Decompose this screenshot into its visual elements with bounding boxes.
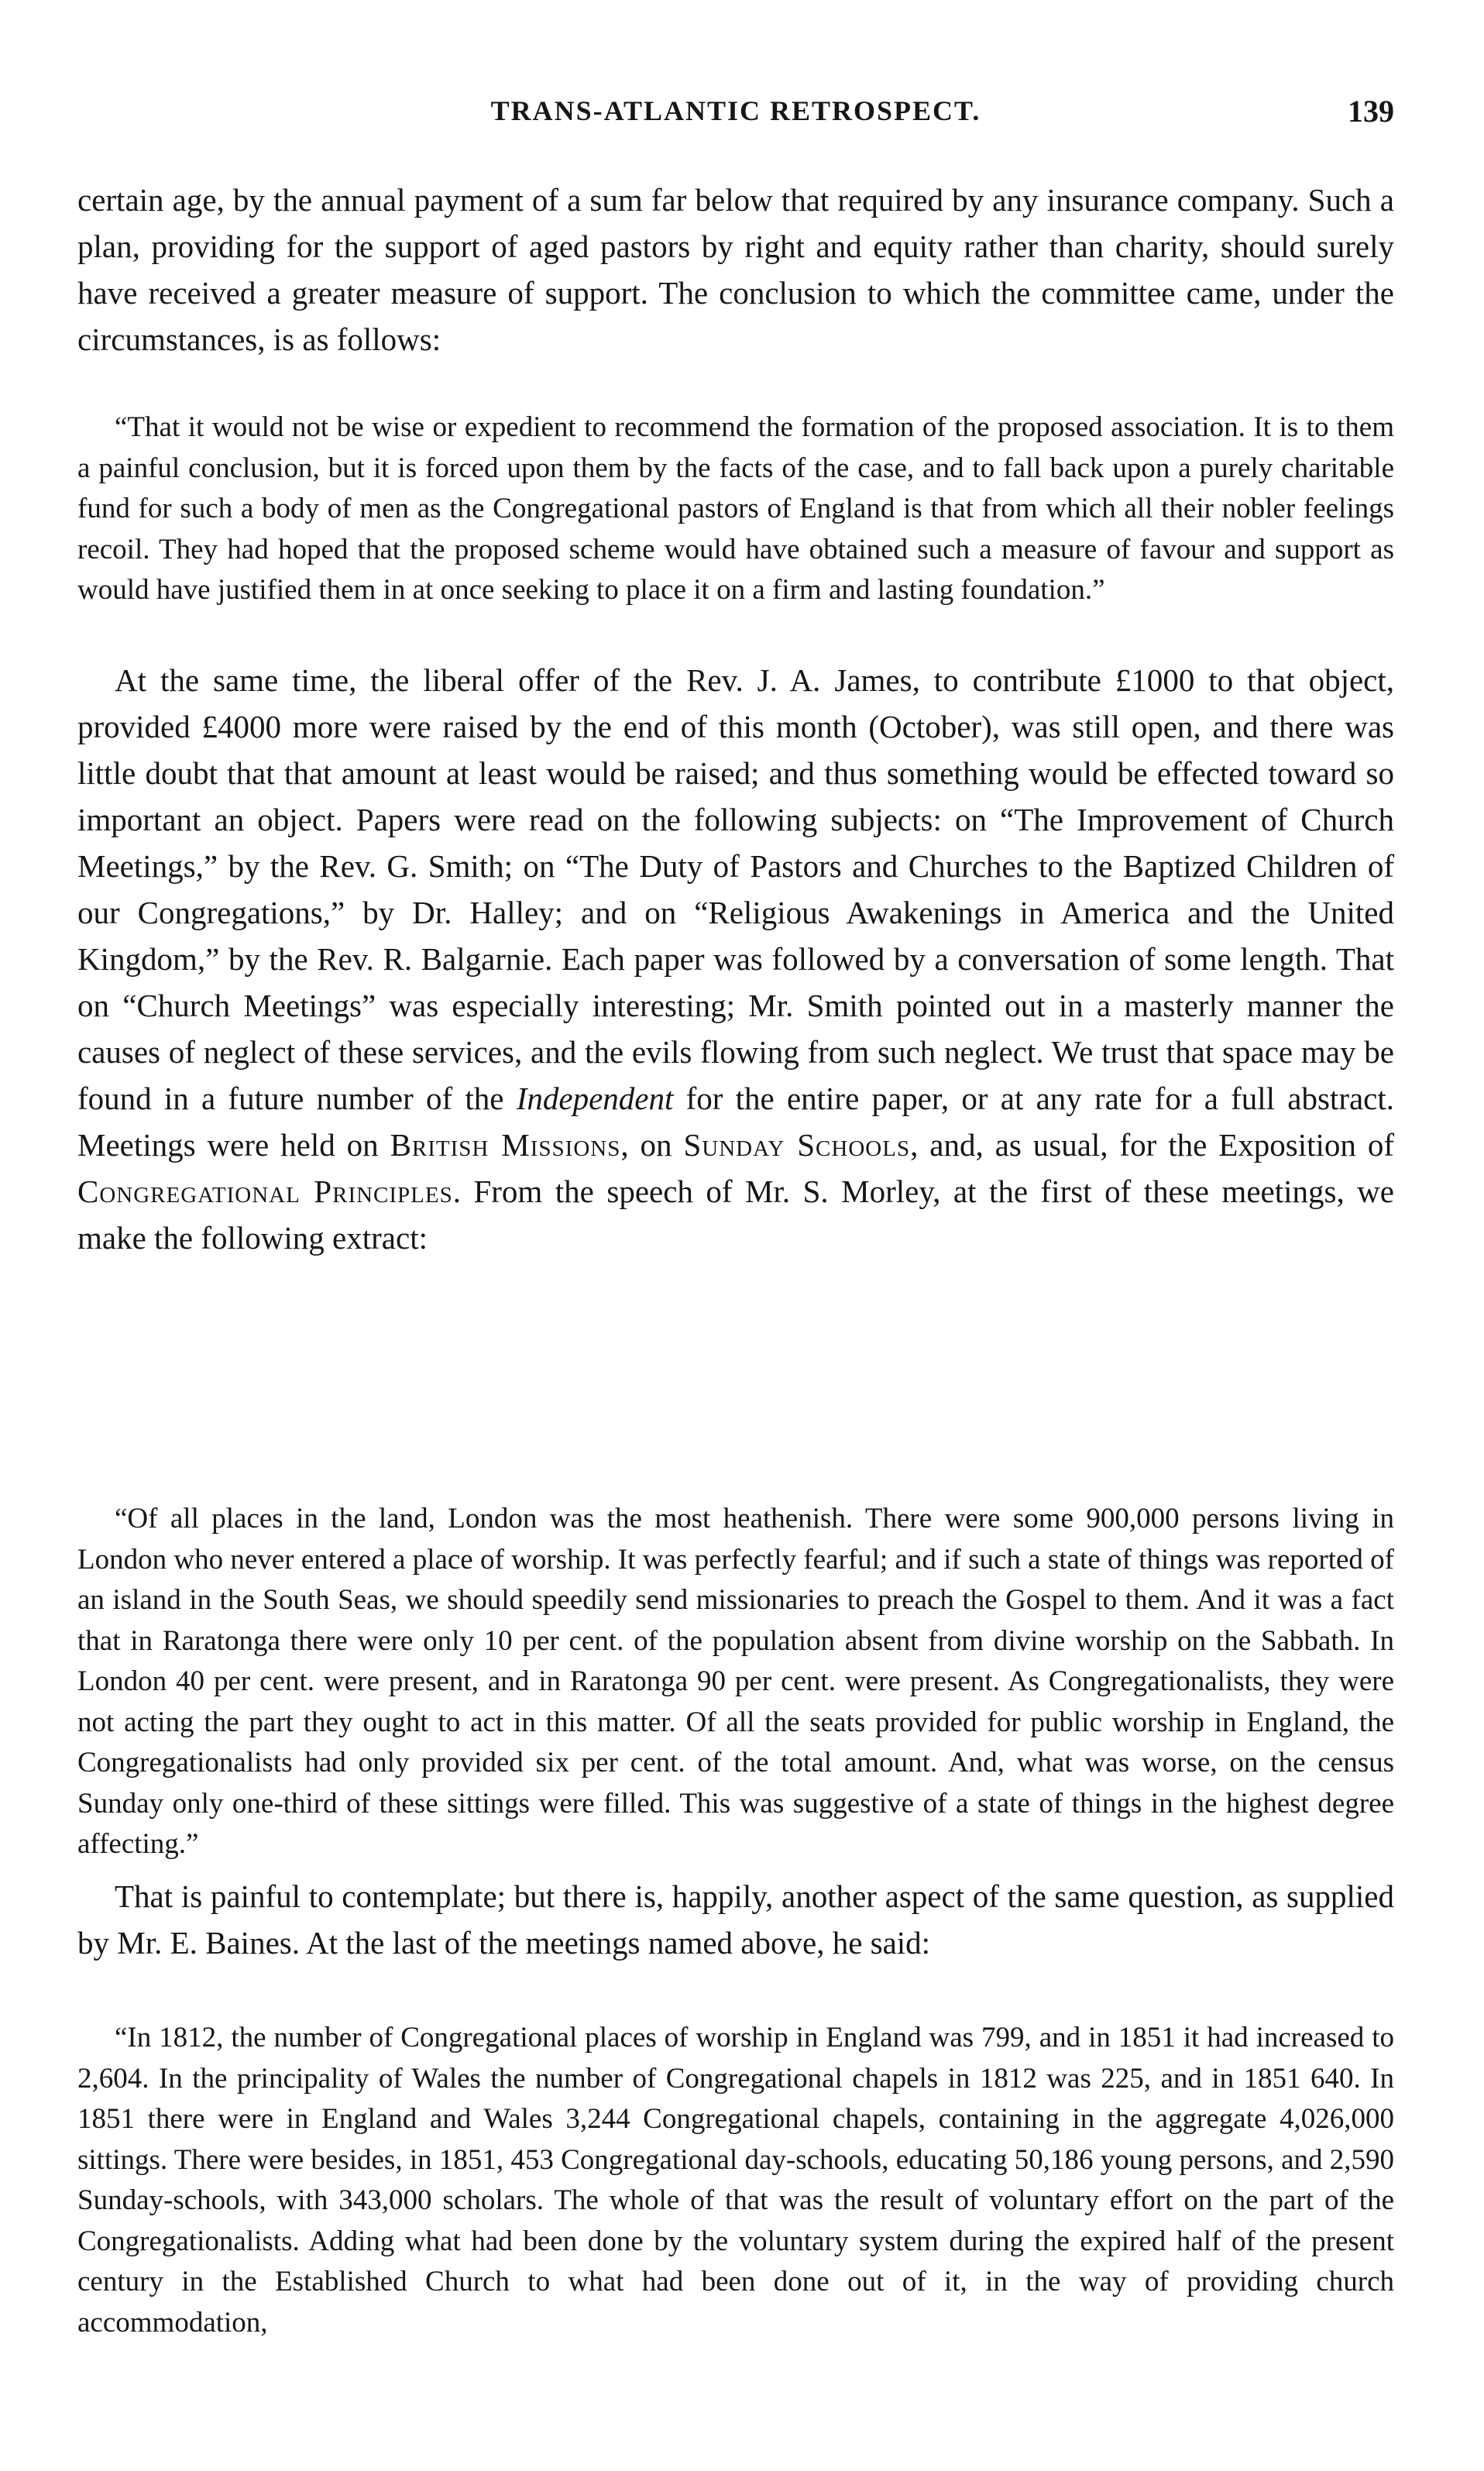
- paragraph-text: , and, as usual, for the Exposition of: [910, 1127, 1394, 1163]
- quote-committee-conclusion: “That it would not be wise or expedient to recommend the formation of the proposed association. It is to them a painful conclusion, but it is forced upon them by the facts of the case, and to fall back upon a purely charitable fund for such a body of men as the Congregational pastors of England is that from which all their nobler feelings recoil. They had hoped that the proposed scheme would have obtained such a measure of favour and support as would have justified them in at once seeking to place it on a firm and lasting foundation.”: [77, 411, 1394, 606]
- paragraph-text: . From the speech of Mr. S. Morley, at the first of these meetings, we make the following extract:: [77, 1174, 1394, 1256]
- paragraph-baines-intro: That is painful to contemplate; but there is, happily, another aspect of the same question, as supplied by Mr. E. Baines. At the last of the meetings named above, he said:: [77, 1878, 1394, 1961]
- paragraph-pension-scheme: certain age, by the annual payment of a sum far below that required by any insurance company. Such a plan, providing for the support of aged pastors by right and equity rather than charity, should surely have received a greater measure of support. The conclusion to which the committee came, under the circumstances, is as follows:: [77, 182, 1394, 357]
- page-number: 139: [1348, 94, 1394, 129]
- paragraph-text: At the same time, the liberal offer of the Rev. J. A. James, to contribute £1000 to that object, provided £4000 more were raised by the end of this month (October), was still open, and there was little doubt that that amount at least would be raised; and thus something would be effected toward so important an object. Papers were read on the following subjects: on “The Improvement of Church Meetings,” by the Rev. G. Smith; on “The Duty of Pastors and Churches to the Baptized Children of our Congregations,” by Dr. Halley; and on “Religious Awakenings in America and the United Kingdom,” by the Rev. R. Balgarnie. Each paper was followed by a conversation of some length. That on “Church Meetings” was especially interesting; Mr. Smith pointed out in a masterly manner the causes of neglect of these services, and the evils flowing from such neglect. We trust that space may be found in a future number of the: [77, 662, 1394, 1116]
- quote-baines-statistics: “In 1812, the number of Congregational places of worship in England was 799, and in 1851 it had increased to 2,604. In the principality of Wales the number of Congregational chapels in 1812 was 225, and in 1851 640. In 1851 there were in England and Wales 3,244 Congregational chapels, containing in the aggregate 4,026,000 sittings. There were besides, in 1851, 453 Congregational day-schools, educating 50,186 young persons, and 2,590 Sunday-schools, with 343,000 scholars. The whole of that was the result of voluntary effort on the part of the Congregationalists. Adding what had been done by the voluntary system during the expired half of the present century in the Established Church to what had been done out of it, in the way of providing church accommodation,: [77, 2022, 1394, 2339]
- paragraph-meetings: [77, 657, 1394, 1261]
- paragraph-text: for the entire paper, or at any rate for a full abstract. Meetings were held on: [77, 1081, 1395, 1163]
- running-title: TRANS-ATLANTIC RETROSPECT.: [490, 95, 981, 126]
- meeting-sunday-schools: Sunday Schools: [683, 1127, 911, 1163]
- meeting-british-missions: British Missions: [390, 1127, 621, 1163]
- paragraph-text: , on: [620, 1127, 672, 1163]
- journal-title: Independent: [516, 1081, 674, 1116]
- meeting-congregational-principles: Congregational Principles: [77, 1174, 453, 1209]
- quote-morley-speech: “Of all places in the land, London was the most heathenish. There were some 900,000 persons living in London who never entered a place of worship. It was perfectly fearful; and if such a state of things was reported of an island in the South Seas, we should speedily send missionaries to preach the Gospel to them. And it was a fact that in Raratonga there were only 10 per cent. of the population absent from divine worship on the Sabbath. In London 40 per cent. were present, and in Raratonga 90 per cent. were present. As Congregationalists, they were not acting the part they ought to act in this matter. Of all the seats provided for public worship in England, the Congregationalists had only provided six per cent. of the total amount. And, what was worse, on the census Sunday only one-third of these sittings were filled. This was suggestive of a state of things in the highest degree affecting.”: [77, 1503, 1394, 1860]
- page-header: [77, 95, 1394, 141]
